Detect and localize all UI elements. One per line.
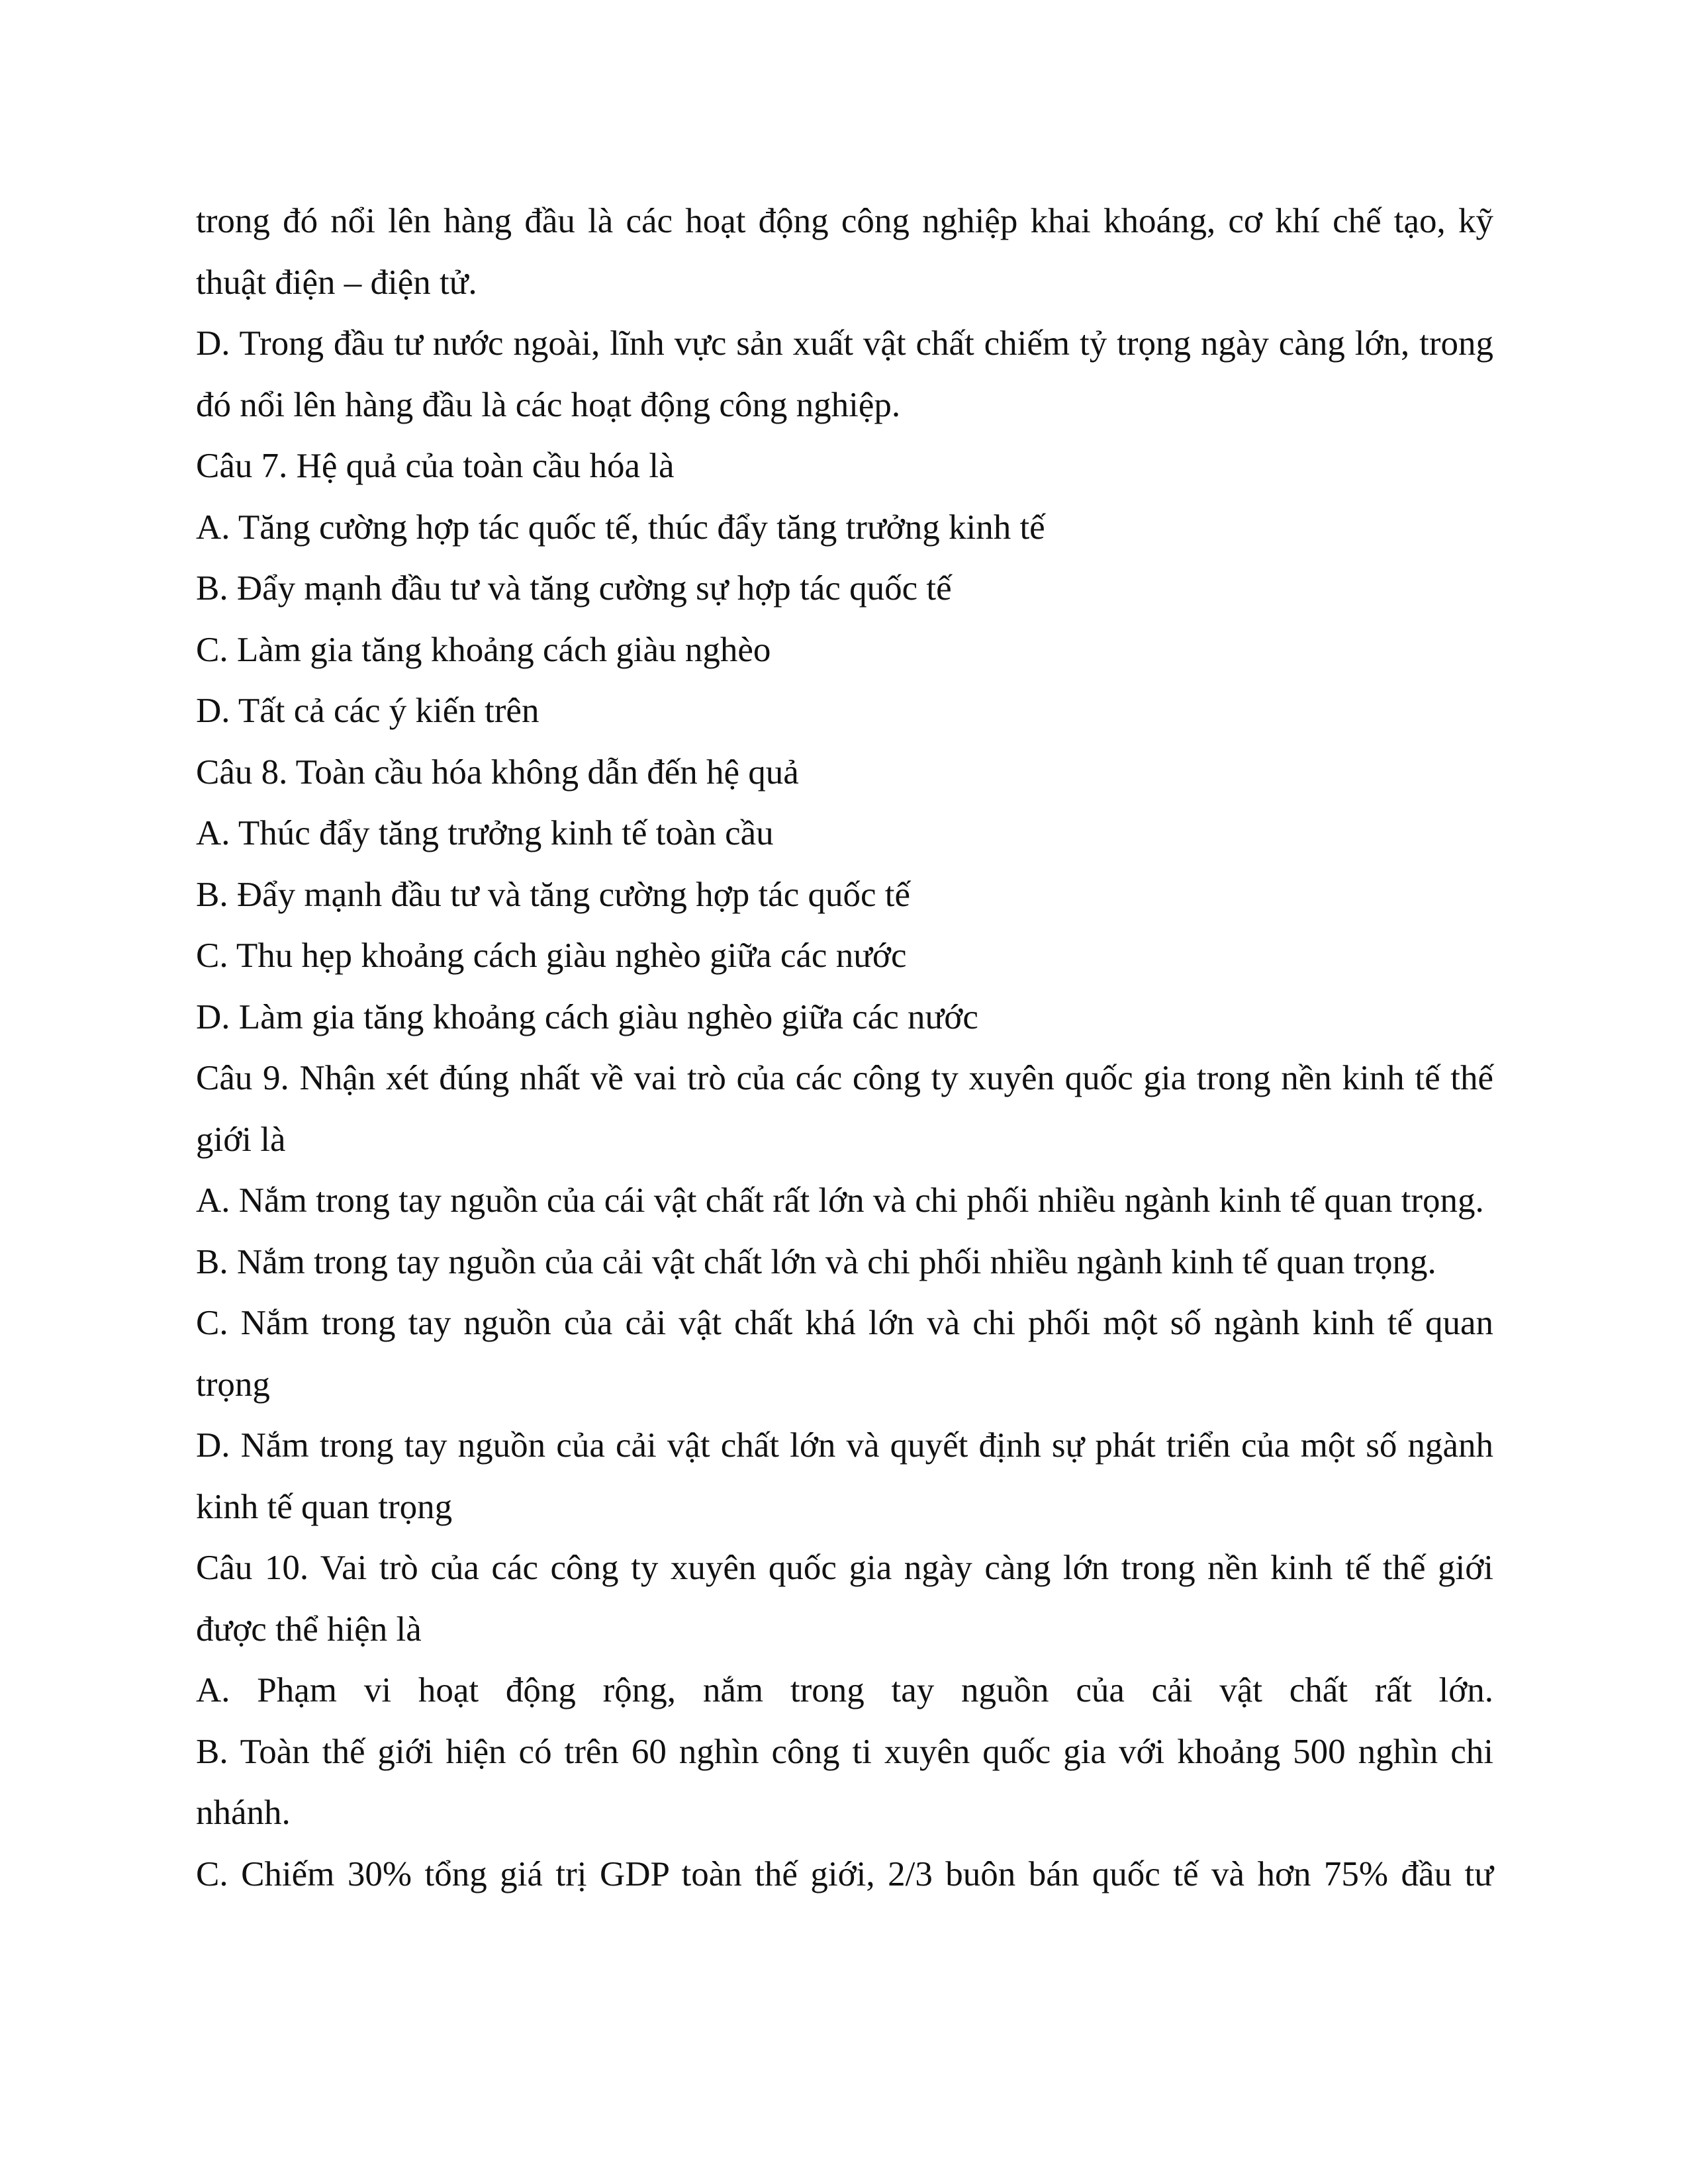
option-c-q9: C. Nắm trong tay nguồn của cải vật chất khá lớn và chi phối một số ngành kinh tế quan trọng (196, 1304, 1493, 1404)
document-body (196, 191, 1493, 1905)
question-10: Câu 10. Vai trò của các công ty xuyên quốc gia ngày càng lớn trong nền kinh tế thế giới được thể hiện là (196, 1549, 1493, 1649)
option-a-q7: A. Tăng cường hợp tác quốc tế, thúc đẩy tăng trưởng kinh tế (196, 508, 1045, 547)
option-a-q9: A. Nắm trong tay nguồn của cái vật chất rất lớn và chi phối nhiều ngành kinh tế quan trọng. (196, 1181, 1484, 1220)
option-d-q7: D. Tất cả các ý kiến trên (196, 692, 539, 730)
paragraph-continuation-c: trong đó nổi lên hàng đầu là các hoạt động công nghiệp khai khoáng, cơ khí chế tạo, kỹ thuật điện – điện tử. (196, 202, 1493, 302)
option-a-q8: A. Thúc đẩy tăng trưởng kinh tế toàn cầu (196, 814, 774, 852)
option-b-q10: B. Toàn thế giới hiện có trên 60 nghìn công ti xuyên quốc gia với khoảng 500 nghìn chi nhánh. (196, 1732, 1493, 1832)
option-d-q6: D. Trong đầu tư nước ngoài, lĩnh vực sản xuất vật chất chiếm tỷ trọng ngày càng lớn, trong đó nổi lên hàng đầu là các hoạt động công nghiệp. (196, 324, 1493, 424)
option-d-q9: D. Nắm trong tay nguồn của cải vật chất lớn và quyết định sự phát triển của một số ngành kinh tế quan trọng (196, 1426, 1493, 1526)
option-c-q10: C. Chiếm 30% tổng giá trị GDP toàn thế giới, 2/3 buôn bán quốc tế và hơn 75% đầu tư (196, 1854, 1493, 1893)
option-c-q8: C. Thu hẹp khoảng cách giàu nghèo giữa các nước (196, 936, 907, 975)
option-b-q7: B. Đẩy mạnh đầu tư và tăng cường sự hợp tác quốc tế (196, 569, 952, 608)
option-a-q10: A. Phạm vi hoạt động rộng, nắm trong tay nguồn của cải vật chất rất lớn. (196, 1671, 1493, 1709)
question-8: Câu 8. Toàn cầu hóa không dẫn đến hệ quả (196, 752, 799, 792)
question-9: Câu 9. Nhận xét đúng nhất về vai trò của các công ty xuyên quốc gia trong nền kinh tế thế giới là (196, 1059, 1493, 1159)
option-d-q8: D. Làm gia tăng khoảng cách giàu nghèo giữa các nước (196, 997, 978, 1036)
question-7: Câu 7. Hệ quả của toàn cầu hóa là (196, 447, 675, 485)
option-c-q7: C. Làm gia tăng khoảng cách giàu nghèo (196, 630, 771, 669)
option-b-q9: B. Nắm trong tay nguồn của cải vật chất lớn và chi phối nhiều ngành kinh tế quan trọng. (196, 1242, 1436, 1281)
option-b-q8: B. Đẩy mạnh đầu tư và tăng cường hợp tác quốc tế (196, 875, 910, 914)
